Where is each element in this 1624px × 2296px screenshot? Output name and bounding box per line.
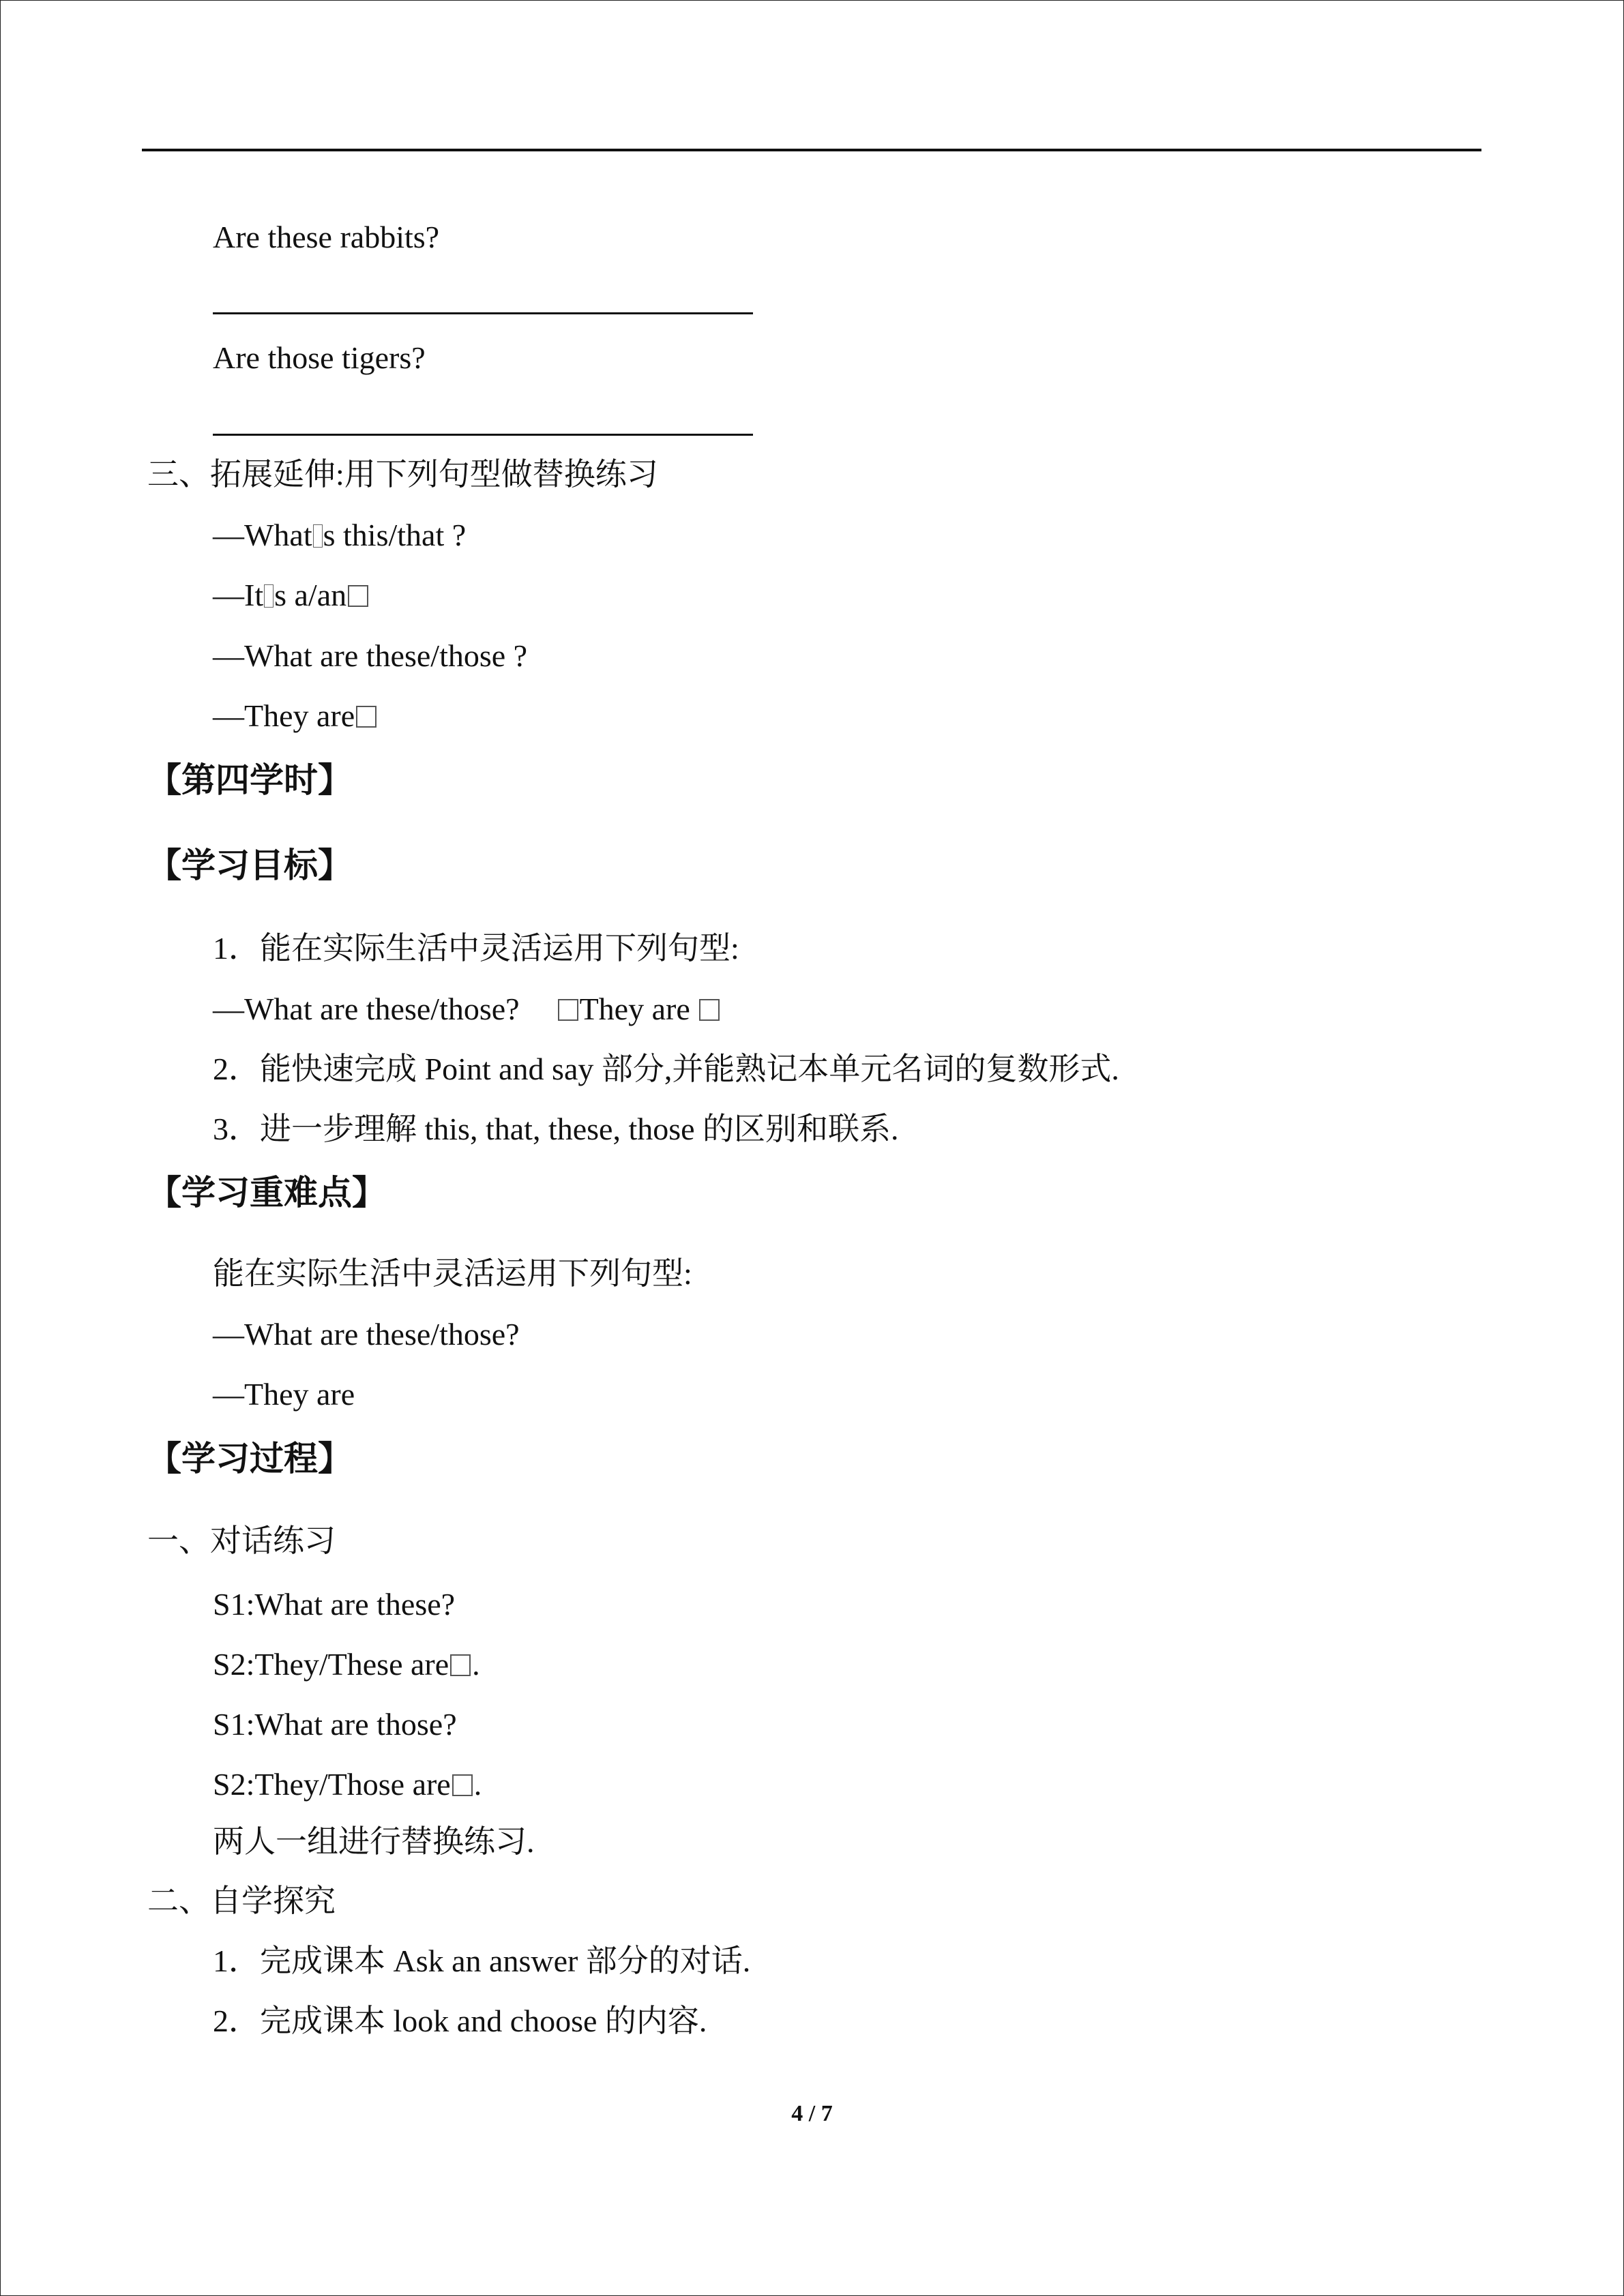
part1-title: 一、对话练习 <box>147 1523 336 1558</box>
goal-1: 1．能在实际生活中灵活运用下列句型: <box>213 931 739 966</box>
key-point-2: —What are these/those? <box>213 1317 520 1352</box>
lesson4-heading: 【第四学时】 <box>147 760 352 800</box>
part2-title: 二、自学探究 <box>147 1883 336 1918</box>
key-points-heading: 【学习重难点】 <box>147 1173 386 1212</box>
question-tigers: Are those tigers? <box>213 340 426 375</box>
pair-practice-note: 两人一组进行替换练习. <box>213 1824 535 1859</box>
answer-blank-1 <box>213 312 753 314</box>
goals-heading: 【学习目标】 <box>147 846 352 885</box>
page-number: 4 / 7 <box>791 2101 833 2126</box>
question-rabbits: Are these rabbits? <box>213 220 440 254</box>
answer-blank-2 <box>213 434 753 436</box>
pattern-what-are-these: —What are these/those ? <box>213 638 528 673</box>
pattern-they-are: —They are <box>213 697 378 735</box>
pattern-whats-this: —What s this/that ? <box>213 518 467 552</box>
placeholder-box <box>313 524 323 548</box>
pattern-its-a: —It s a/an <box>213 576 370 614</box>
placeholder-box <box>450 1654 471 1676</box>
dialogue-line-3: S1:What are those? <box>213 1707 457 1742</box>
self-study-2: 2．完成课本 look and choose 的内容. <box>213 2003 707 2038</box>
goal-1-pattern: —What are these/those? They are <box>213 990 721 1028</box>
dialogue-line-1: S1:What are these? <box>213 1587 456 1622</box>
goal-3: 3．进一步理解 this, that, these, those 的区别和联系. <box>213 1112 899 1146</box>
placeholder-box <box>452 1774 473 1796</box>
self-study-1: 1．完成课本 Ask an answer 部分的对话. <box>213 1943 751 1978</box>
dialogue-line-2: S2:They/These are . <box>213 1647 480 1682</box>
placeholder-box <box>348 585 368 607</box>
header-rule <box>142 149 1481 151</box>
key-point-1: 能在实际生活中灵活运用下列句型: <box>213 1256 692 1291</box>
placeholder-box <box>264 584 274 608</box>
placeholder-box <box>699 999 720 1021</box>
placeholder-box <box>558 999 578 1021</box>
placeholder-box <box>356 706 377 728</box>
goal-2: 2．能快速完成 Point and say 部分,并能熟记本单元名词的复数形式. <box>213 1052 1119 1086</box>
extension-title: 三、拓展延伸:用下列句型做替换练习 <box>147 457 658 492</box>
process-heading: 【学习过程】 <box>147 1439 352 1478</box>
dialogue-line-4: S2:They/Those are . <box>213 1767 482 1802</box>
key-point-3: —They are <box>213 1377 355 1412</box>
